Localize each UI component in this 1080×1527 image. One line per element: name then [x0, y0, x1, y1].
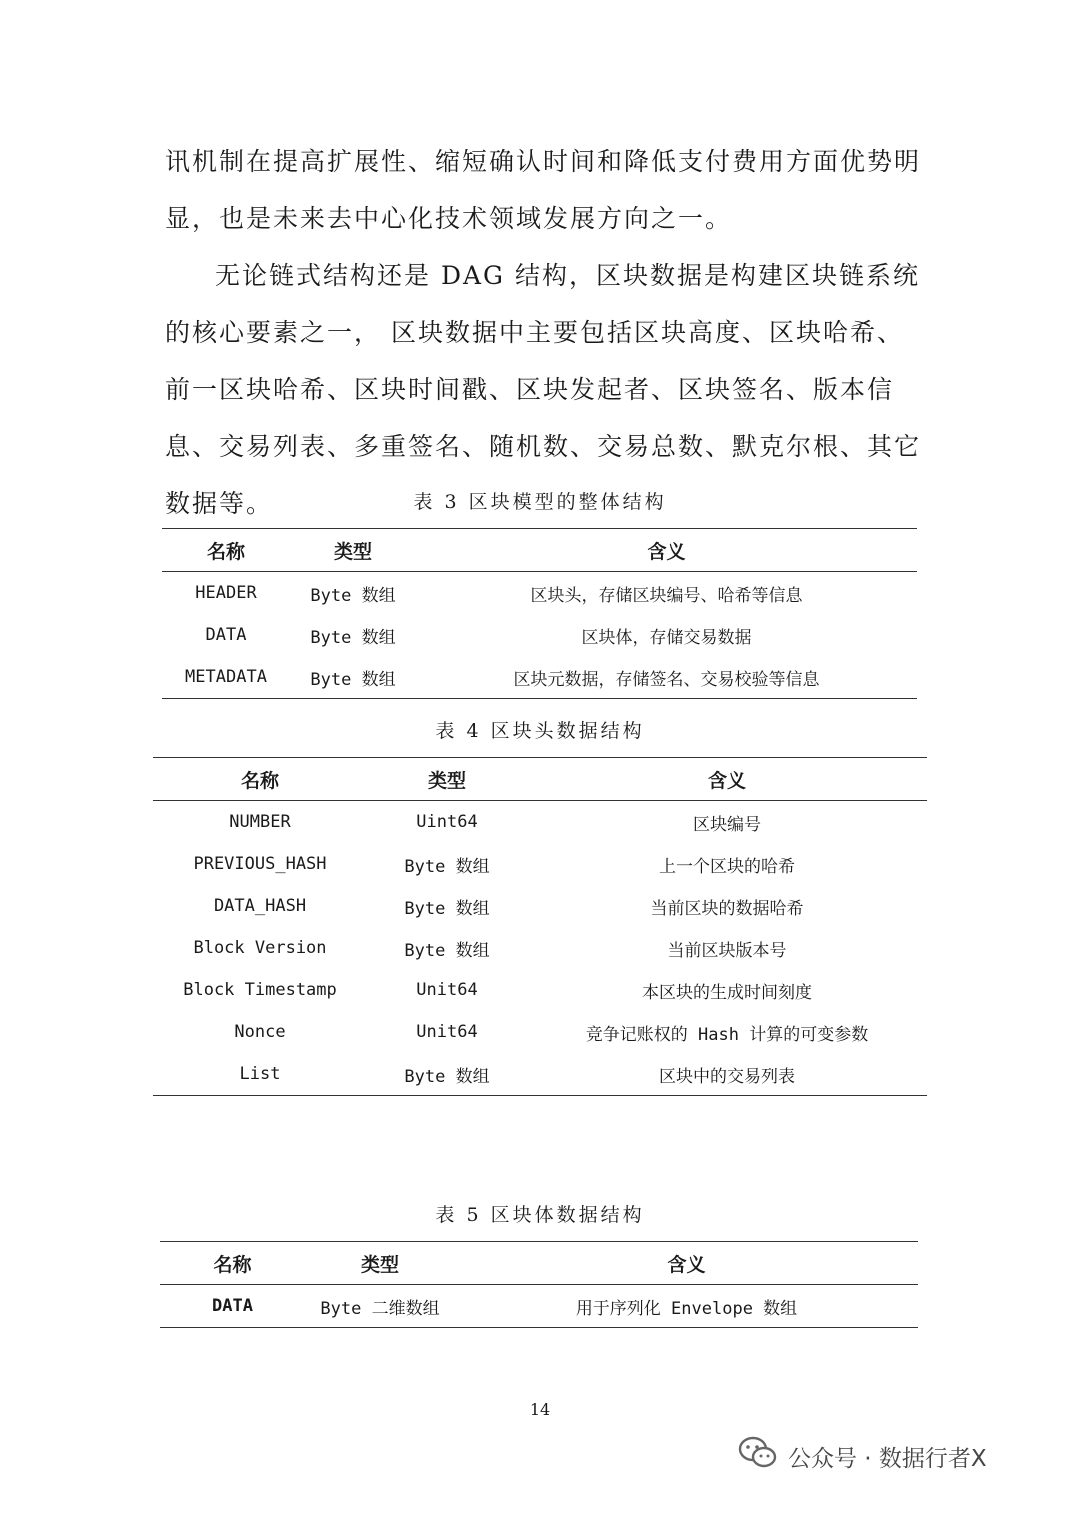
watermark	[738, 1430, 987, 1482]
paragraph-1: 讯机制在提高扩展性、缩短确认时间和降低支付费用方面优势明显，也是未来去中心化技术领域发展方向之一。	[165, 147, 922, 233]
table4-header-meaning: 含义	[527, 758, 927, 801]
cell-meaning: 本区块的生成时间刻度	[642, 982, 812, 1003]
cell-type: Byte 数组	[290, 656, 416, 699]
cell-type: Byte 二维数组	[305, 1285, 455, 1328]
table5-header-meaning: 含义	[455, 1242, 918, 1285]
cell-meaning: 上一个区块的哈希	[659, 856, 795, 877]
table3-header-type: 类型	[290, 529, 416, 572]
table-row	[162, 572, 917, 615]
cell-name: DATA_HASH	[213, 896, 307, 916]
paragraph-2: 无论链式结构还是 DAG 结构，区块数据是构建区块链系统的核心要素之一， 区块数据中主要包括区块高度、区块哈希、前一区块哈希、区块时间戳、区块发起者、区块签名、版本信息、交易列表、多重签名、随机数、交易总数、默克尔根、其它数据等。	[165, 261, 922, 518]
cell-meaning: 区块头，存储区块编号、哈希等信息	[530, 585, 803, 606]
cell-type: Byte 数组	[310, 585, 396, 606]
cell-name: Block Timestamp	[183, 980, 337, 1000]
cell-meaning: 区块编号	[693, 814, 761, 835]
table4-caption: 表 4 区块头数据结构	[435, 720, 645, 742]
table-row	[153, 927, 927, 969]
watermark-text: 公众号 · 数据行者X	[788, 1445, 987, 1472]
table-row	[162, 614, 917, 656]
table3-header-row	[162, 529, 917, 572]
table-row	[153, 885, 927, 927]
table-row	[153, 843, 927, 885]
cell-type: Unit64	[416, 1022, 478, 1042]
cell-name: DATA	[160, 1285, 305, 1328]
cell-type: Byte 数组	[310, 627, 396, 648]
table5-header-name: 名称	[160, 1242, 305, 1285]
cell-meaning: 用于序列化 Envelope 数组	[455, 1285, 918, 1328]
cell-name: DATA	[205, 625, 247, 645]
table5-header-row	[160, 1242, 918, 1285]
table3-header-name: 名称	[162, 529, 290, 572]
cell-name: METADATA	[162, 656, 290, 699]
table3-caption: 表 3 区块模型的整体结构	[413, 491, 667, 513]
table5	[160, 1241, 918, 1328]
cell-type: Byte 数组	[404, 940, 490, 961]
cell-name: NUMBER	[229, 812, 291, 832]
cell-name: List	[153, 1053, 367, 1096]
table5-caption: 表 5 区块体数据结构	[435, 1204, 645, 1226]
wechat-icon	[738, 1435, 778, 1477]
table-row	[153, 1053, 927, 1096]
cell-name: HEADER	[195, 583, 257, 603]
cell-name: Block Version	[193, 938, 327, 958]
cell-meaning: 竞争记账权的 Hash 计算的可变参数	[585, 1024, 869, 1045]
table-row	[153, 1011, 927, 1053]
cell-meaning: 当前区块的数据哈希	[650, 898, 804, 919]
table4	[153, 757, 927, 1096]
cell-name: PREVIOUS_HASH	[193, 854, 327, 874]
table4-header-row	[153, 758, 927, 801]
cell-meaning: 区块中的交易列表	[527, 1053, 927, 1096]
cell-type: Byte 数组	[404, 898, 490, 919]
table3-header-meaning: 含义	[416, 529, 917, 572]
table-row	[153, 801, 927, 844]
table-row	[162, 656, 917, 699]
cell-type: Byte 数组	[367, 1053, 527, 1096]
cell-meaning: 区块体，存储交易数据	[581, 627, 752, 648]
table4-header-type: 类型	[367, 758, 527, 801]
cell-type: Byte 数组	[404, 856, 490, 877]
table3	[162, 528, 917, 699]
table5-header-type: 类型	[305, 1242, 455, 1285]
table-row	[153, 969, 927, 1011]
cell-meaning: 区块元数据，存储签名、交易校验等信息	[416, 656, 917, 699]
table-row	[160, 1285, 918, 1328]
cell-type: Uint64	[416, 812, 478, 832]
page-number: 14	[529, 1400, 551, 1419]
cell-type: Unit64	[416, 980, 478, 1000]
cell-meaning: 当前区块版本号	[667, 940, 787, 961]
cell-name: Nonce	[234, 1022, 286, 1042]
table4-header-name: 名称	[153, 758, 367, 801]
